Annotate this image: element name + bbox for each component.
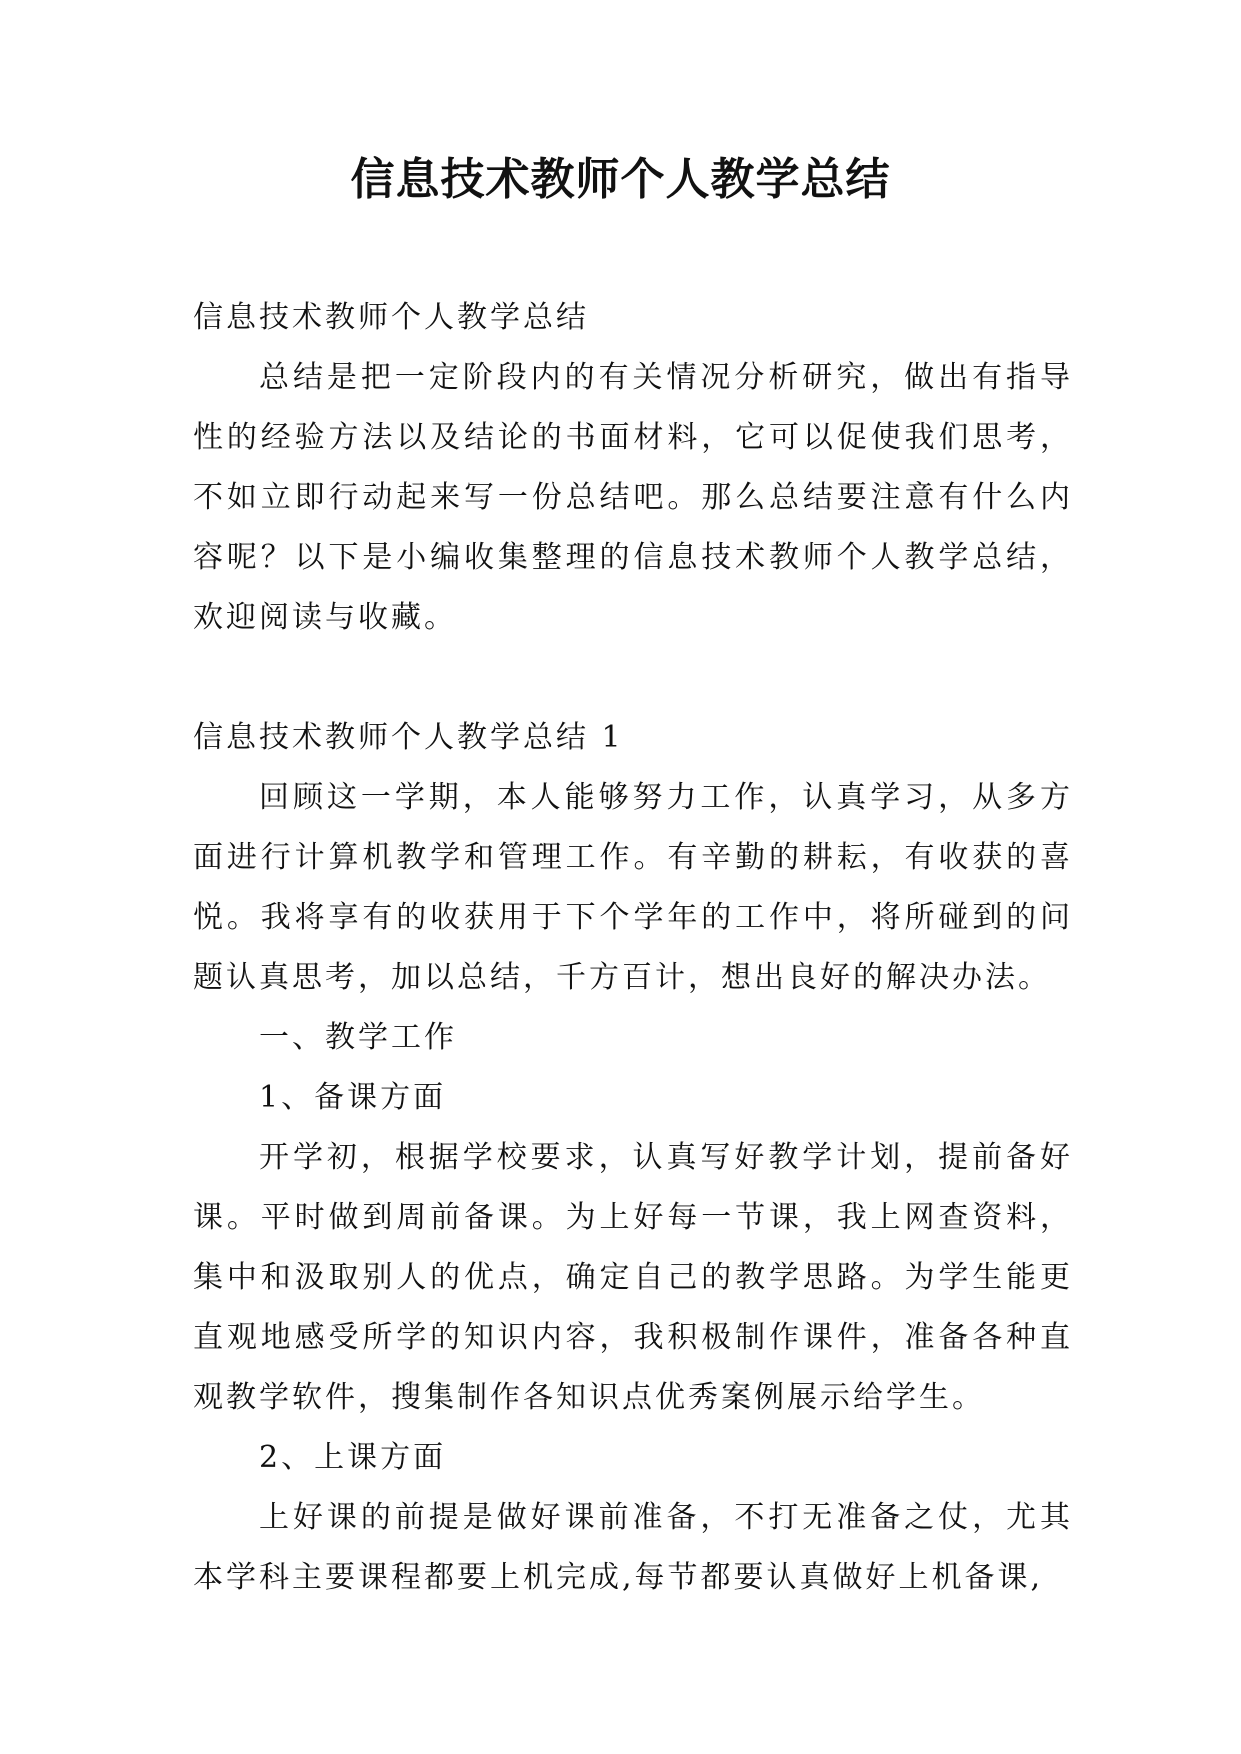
document-title: 信息技术教师个人教学总结 xyxy=(350,154,891,205)
paragraph-teaching: 上好课的前提是做好课前准备，不打无准备之仗，尤其本学科主要课程都要上机完成,每节都要认真做好上机备课, xyxy=(193,1500,1073,1595)
paragraph-review: 回顾这一学期，本人能够努力工作，认真学习，从多方面进行计算机教学和管理工作。有辛勤的耕耘，有收获的喜悦。我将享有的收获用于下个学年的工作中，将所碰到的问题认真思考，加以总结，千方百计，想出良好的解决办法。 xyxy=(193,780,1073,995)
paragraph-heading-intro: 信息技术教师个人教学总结 xyxy=(193,300,589,335)
paragraph-section-heading: 信息技术教师个人教学总结 1 xyxy=(193,720,624,755)
paragraph-heading-teaching: 2、上课方面 xyxy=(259,1440,447,1475)
paragraph-heading-teaching-work: 一、教学工作 xyxy=(259,1020,457,1055)
paragraph-lesson-prep: 开学初，根据学校要求，认真写好教学计划，提前备好课。平时做到周前备课。为上好每一节课，我上网查资料，集中和汲取别人的优点，确定自己的教学思路。为学生能更直观地感受所学的知识内容，我积极制作课件，准备各种直观教学软件，搜集制作各知识点优秀案例展示给学生。 xyxy=(193,1140,1073,1415)
paragraph-intro: 总结是把一定阶段内的有关情况分析研究，做出有指导性的经验方法以及结论的书面材料，它可以促使我们思考，不如立即行动起来写一份总结吧。那么总结要注意有什么内容呢？以下是小编收集整理的信息技术教师个人教学总结，欢迎阅读与收藏。 xyxy=(193,360,1073,635)
document-body xyxy=(193,288,1073,1608)
paragraph-heading-lesson-prep: 1、备课方面 xyxy=(259,1080,447,1115)
paragraph-spacer xyxy=(193,648,1073,708)
